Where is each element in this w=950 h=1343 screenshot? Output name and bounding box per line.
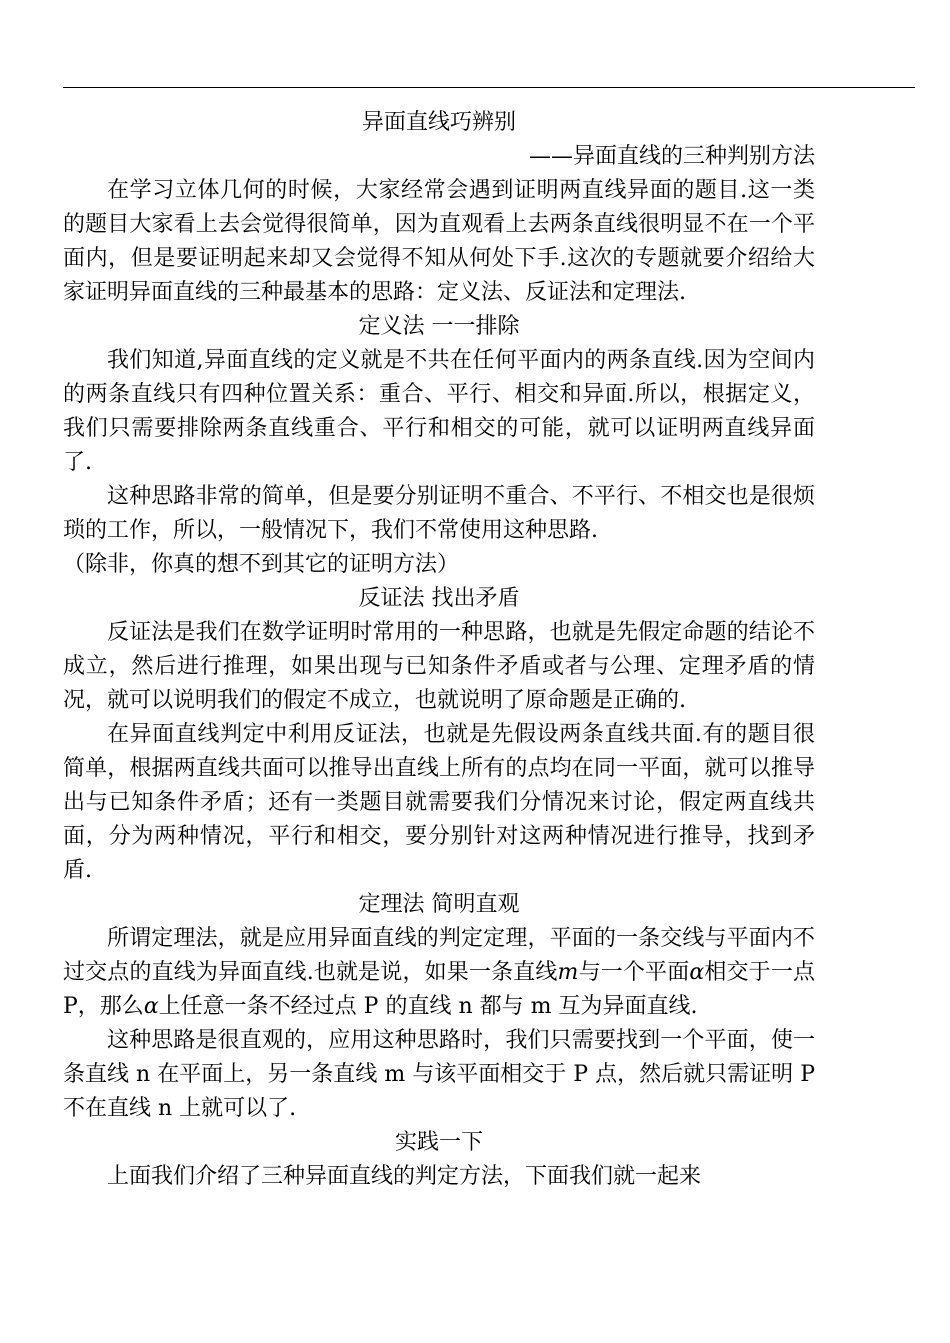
document-subtitle: ——异面直线的三种判别方法: [528, 144, 815, 169]
theorem-paragraph-2: 这种思路是很直观的，应用这种思路时，我们只需要找到一个平面，使一条直线 n 在平面上，另一条直线 m 与该平面相交于 P 点，然后就只需证明 P 不在直线 n 上就可以了.: [63, 1028, 815, 1121]
definition-note: （除非，你真的想不到其它的证明方法）: [63, 552, 460, 577]
variable-alpha: α: [143, 994, 159, 1019]
document-body: [63, 106, 815, 1194]
section-heading-definition: 定义法 一一排除: [358, 314, 520, 339]
theorem-text-a: 所谓定理法，就是应用异面直线的判定定理，平面的一条交线与平面内不过交点的直线为异面直线.也就是说，如果一条直线: [63, 926, 815, 985]
variable-alpha: α: [689, 960, 705, 985]
document-title: 异面直线巧辨别: [361, 110, 516, 135]
section-heading-contradiction: 反证法 找出矛盾: [358, 586, 520, 611]
contradiction-paragraph-2: 在异面直线判定中利用反证法，也就是先假设两条直线共面.有的题目很简单，根据两直线共面可以推导出直线上所有的点均在同一平面，就可以推导出与已知条件矛盾；还有一类题目就需要我们分情况来讨论，假定两直线共面，分为两种情况，平行和相交，要分别针对这两种情况进行推导，找到矛盾.: [63, 722, 815, 883]
intro-paragraph: 在学习立体几何的时候，大家经常会遇到证明两直线异面的题目.这一类的题目大家看上去会觉得很简单，因为直观看上去两条直线很明显不在一个平面内，但是要证明起来却又会觉得不知从何处下手.这次的专题就要介绍给大家证明异面直线的三种最基本的思路：定义法、反证法和定理法.: [63, 178, 815, 305]
theorem-paragraph-1: [63, 922, 815, 1024]
section-heading-theorem: 定理法 简明直观: [358, 892, 520, 917]
definition-paragraph-2: 这种思路非常的简单，但是要分别证明不重合、不平行、不相交也是很烦琐的工作，所以，一般情况下，我们不常使用这种思路.: [63, 484, 815, 543]
definition-paragraph-1: 我们知道,异面直线的定义就是不共在任何平面内的两条直线.因为空间内的两条直线只有四种位置关系：重合、平行、相交和异面.所以，根据定义，我们只需要排除两条直线重合、平行和相交的可能，就可以证明两直线异面了.: [63, 348, 815, 475]
contradiction-paragraph-1: 反证法是我们在数学证明时常用的一种思路，也就是先假定命题的结论不成立，然后进行推理，如果出现与已知条件矛盾或者与公理、定理矛盾的情况，就可以说明我们的假定不成立，也就说明了原命题是正确的.: [63, 620, 815, 713]
header-rule: [63, 87, 915, 88]
theorem-text-d: 上任意一条不经过点 P 的直线 n 都与 m 互为异面直线.: [158, 994, 698, 1019]
practice-paragraph-1: 上面我们介绍了三种异面直线的判定方法，下面我们就一起来: [107, 1164, 702, 1189]
variable-m: m: [557, 960, 579, 985]
theorem-text-c: 相交于一点 P，那么: [63, 960, 815, 1019]
section-heading-practice: 实践一下: [394, 1130, 483, 1155]
theorem-text-b: 与一个平面: [578, 960, 690, 985]
